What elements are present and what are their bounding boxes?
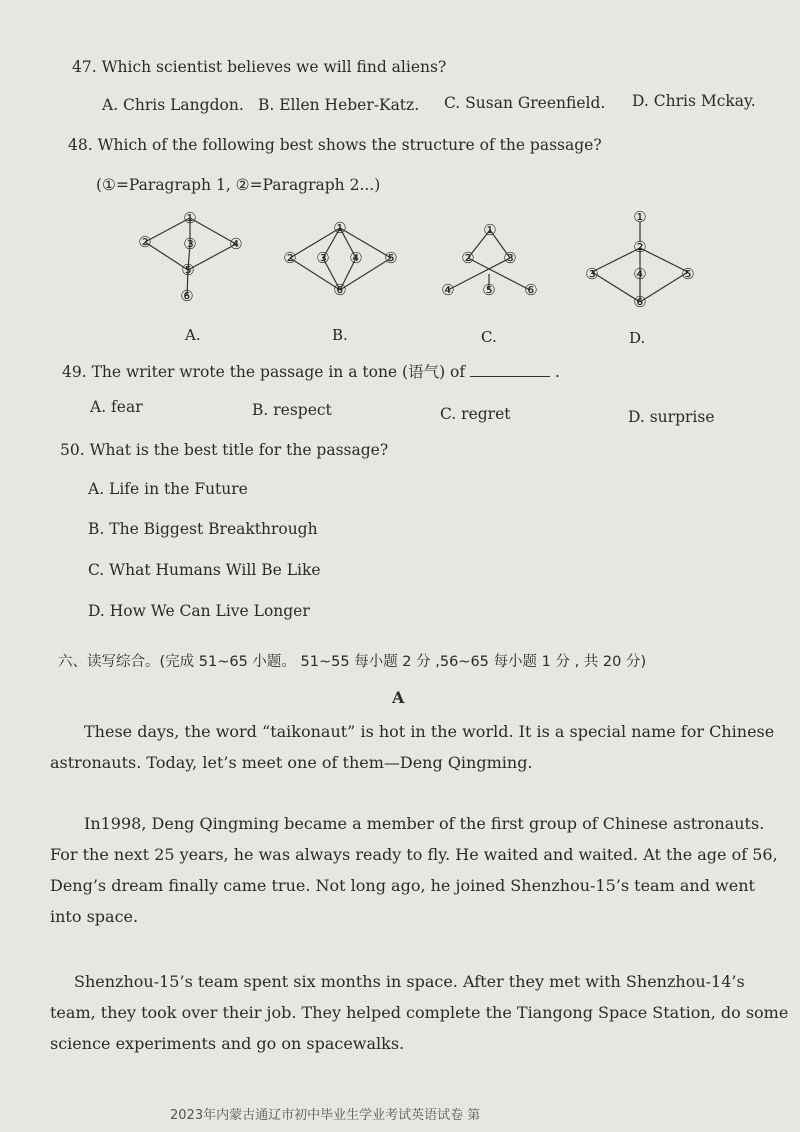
diagram-c-node-5: ⑤ xyxy=(482,281,496,299)
q47-option-a: A. Chris Langdon. xyxy=(102,96,244,114)
p2-line-1: In1998, Deng Qingming became a member of the first group of Chinese astronauts. xyxy=(84,814,765,833)
diagram-c-node-2: ② xyxy=(461,249,475,267)
q47-stem: 47. Which scientist believes we will find aliens? xyxy=(72,58,447,76)
diagram-d-node-5: ⑤ xyxy=(681,265,695,283)
q50-option-b: B. The Biggest Breakthrough xyxy=(88,520,318,538)
diagram-a-label: A. xyxy=(185,326,201,344)
section-title: 六、读写综合。(完成 51~65 小题。 51~55 每小题 2 分 ,56~65 每小题 1 分 , 共 20 分) xyxy=(58,654,647,670)
diagram-d-node-4: ④ xyxy=(633,265,647,283)
diagram-b-node-1: ① xyxy=(333,219,347,237)
diagram-b-node-5: ⑤ xyxy=(384,249,398,267)
diagram-a-node-6: ⑥ xyxy=(180,287,194,305)
diagram-a-node-5: ⑤ xyxy=(181,261,195,279)
passage-paragraph-2 xyxy=(50,808,778,932)
structure-diagrams xyxy=(0,200,800,350)
diagram-c-node-3: ③ xyxy=(503,249,517,267)
diagram-d xyxy=(592,222,688,302)
diagram-b-node-4: ④ xyxy=(349,249,363,267)
diagram-d-node-3: ③ xyxy=(585,265,599,283)
p2-line-4: into space. xyxy=(50,907,139,926)
q48-note: (①=Paragraph 1, ②=Paragraph 2...) xyxy=(96,176,381,194)
diagram-b-node-2: ② xyxy=(283,249,297,267)
passage-paragraph-3 xyxy=(50,966,789,1059)
diagram-a-node-3: ③ xyxy=(183,235,197,253)
diagram-a-node-2: ② xyxy=(138,233,152,251)
diagram-c-node-1: ① xyxy=(483,221,497,239)
diagram-c-node-4: ④ xyxy=(441,281,455,299)
q49-option-d: D. surprise xyxy=(628,408,715,426)
q50-option-c: C. What Humans Will Be Like xyxy=(88,561,321,579)
p1-line-1: These days, the word “taikonaut” is hot in the world. It is a special name for Chinese xyxy=(84,722,775,741)
q50-option-a: A. Life in the Future xyxy=(88,480,248,498)
q49-stem: 49. The writer wrote the passage in a tone (语气) of xyxy=(62,363,466,381)
q47-option-b: B. Ellen Heber-Katz. xyxy=(258,96,420,114)
diagram-a xyxy=(145,218,236,296)
q49-option-b: B. respect xyxy=(252,401,332,419)
diagram-d-node-6: ⑥ xyxy=(633,293,647,311)
q49-stem-line xyxy=(62,360,560,382)
p1-line-2: astronauts. Today, let’s meet one of them—Deng Qingming. xyxy=(50,753,533,772)
diagram-b-node-3: ③ xyxy=(316,249,330,267)
q49-option-c: C. regret xyxy=(440,405,511,423)
q49-answer-blank xyxy=(470,362,550,377)
q48-stem: 48. Which of the following best shows the structure of the passage? xyxy=(68,136,602,154)
q50-option-d: D. How We Can Live Longer xyxy=(88,602,310,620)
page-footer: 2023年内蒙古通辽市初中毕业生学业考试英语试卷 第 xyxy=(170,1108,481,1123)
p3-line-3: science experiments and go on spacewalks. xyxy=(50,1034,405,1053)
diagram-a-node-1: ① xyxy=(183,209,197,227)
diagram-b-node-6: ⑥ xyxy=(333,281,347,299)
passage-paragraph-1 xyxy=(50,716,775,778)
p2-line-2: For the next 25 years, he was always ready to fly. He waited and waited. At the age of 56, xyxy=(50,845,778,864)
diagram-d-node-1: ① xyxy=(633,208,647,226)
q49-end: . xyxy=(555,363,560,381)
q49-option-a: A. fear xyxy=(90,398,143,416)
p3-line-1: Shenzhou-15’s team spent six months in space. After they met with Shenzhou-14’s xyxy=(74,972,745,991)
diagram-c-label: C. xyxy=(481,328,497,346)
p2-line-3: Deng’s dream finally came true. Not long ago, he joined Shenzhou-15’s team and went xyxy=(50,876,755,895)
diagram-d-label: D. xyxy=(629,329,646,347)
diagram-b-label: B. xyxy=(332,326,348,344)
q47-option-d: D. Chris Mckay. xyxy=(632,92,756,110)
diagram-c-node-6: ⑥ xyxy=(524,281,538,299)
diagram-d-node-2: ② xyxy=(633,238,647,256)
p3-line-2: team, they took over their job. They helped complete the Tiangong Space Station, do some xyxy=(50,1003,789,1022)
q50-stem: 50. What is the best title for the passage? xyxy=(60,441,389,459)
passage-heading: A xyxy=(392,688,405,707)
q47-option-c: C. Susan Greenfield. xyxy=(444,94,606,112)
diagram-a-node-4: ④ xyxy=(229,235,243,253)
